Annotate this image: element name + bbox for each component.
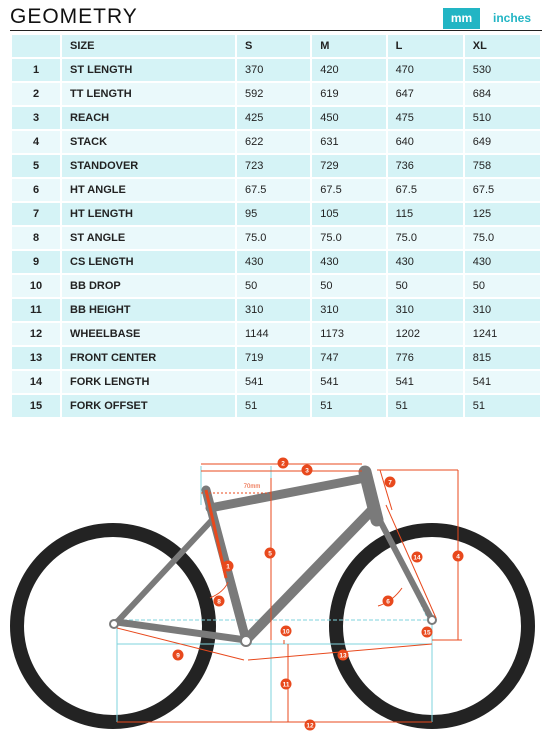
dimension-marker <box>173 650 184 661</box>
dimension-marker-label: 15 <box>423 629 431 637</box>
measurement-value: 541 <box>388 371 463 393</box>
page-title: GEOMETRY <box>10 5 138 28</box>
measurement-value: 631 <box>312 131 385 153</box>
dimension-marker-label: 5 <box>268 550 272 558</box>
dimension-marker-label: 6 <box>386 598 390 606</box>
column-header: SIZE <box>62 35 235 57</box>
measurement-value: 50 <box>312 275 385 297</box>
measurement-value: 622 <box>237 131 310 153</box>
measurement-value: 75.0 <box>312 227 385 249</box>
rear-axle <box>110 620 118 628</box>
column-header: XL <box>465 35 540 57</box>
row-number: 8 <box>12 227 60 249</box>
measurement-name: HT LENGTH <box>62 203 235 225</box>
dimension-marker-label: 8 <box>217 598 221 606</box>
measurement-name: ST ANGLE <box>62 227 235 249</box>
measurement-value: 530 <box>465 59 540 81</box>
measurement-value: 115 <box>388 203 463 225</box>
dimension-marker <box>385 477 396 488</box>
measurement-value: 470 <box>388 59 463 81</box>
row-number: 12 <box>12 323 60 345</box>
table-row <box>12 155 540 177</box>
row-number: 1 <box>12 59 60 81</box>
measurement-value: 125 <box>465 203 540 225</box>
measurement-value: 51 <box>237 395 310 417</box>
table-row <box>12 179 540 201</box>
dimension-marker <box>412 552 423 563</box>
dimension-marker-label: 2 <box>281 460 285 468</box>
column-header: S <box>237 35 310 57</box>
measurement-value: 420 <box>312 59 385 81</box>
measurement-value: 51 <box>312 395 385 417</box>
row-number: 15 <box>12 395 60 417</box>
measurement-value: 815 <box>465 347 540 369</box>
row-number: 6 <box>12 179 60 201</box>
measurement-value: 1241 <box>465 323 540 345</box>
table-row <box>12 371 540 393</box>
dimension-marker <box>338 650 349 661</box>
measurement-name: WHEELBASE <box>62 323 235 345</box>
measurement-value: 475 <box>388 107 463 129</box>
dimension-marker-label: 12 <box>306 722 314 730</box>
measurement-name: FRONT CENTER <box>62 347 235 369</box>
row-number: 9 <box>12 251 60 273</box>
unit-inches-toggle[interactable]: inches <box>492 11 531 25</box>
measurement-value: 50 <box>465 275 540 297</box>
measurement-value: 1173 <box>312 323 385 345</box>
measurement-value: 310 <box>312 299 385 321</box>
measurement-value: 647 <box>388 83 463 105</box>
measurement-name: BB HEIGHT <box>62 299 235 321</box>
dimension-marker <box>302 465 313 476</box>
row-number: 5 <box>12 155 60 177</box>
table-row <box>12 59 540 81</box>
measurement-value: 649 <box>465 131 540 153</box>
measurement-name: ST LENGTH <box>62 59 235 81</box>
geometry-table <box>10 33 542 419</box>
unit-mm-toggle[interactable]: mm <box>443 8 480 29</box>
measurement-name: REACH <box>62 107 235 129</box>
reference-lines <box>117 466 432 722</box>
measurement-value: 1202 <box>388 323 463 345</box>
measurement-value: 67.5 <box>388 179 463 201</box>
dimension-marker <box>422 627 433 638</box>
measurement-value: 684 <box>465 83 540 105</box>
measurement-value: 67.5 <box>312 179 385 201</box>
measurement-value: 51 <box>465 395 540 417</box>
measurement-value: 723 <box>237 155 310 177</box>
front-axle <box>428 616 436 624</box>
table-row <box>12 203 540 225</box>
measurement-value: 747 <box>312 347 385 369</box>
measurement-value: 758 <box>465 155 540 177</box>
measurement-value: 776 <box>388 347 463 369</box>
measurement-value: 541 <box>237 371 310 393</box>
dimension-marker-label: 11 <box>282 681 290 689</box>
row-number: 14 <box>12 371 60 393</box>
measurement-value: 430 <box>465 251 540 273</box>
title-divider <box>10 30 542 31</box>
table-row <box>12 83 540 105</box>
table-row <box>12 251 540 273</box>
dimension-marker-label: 4 <box>456 553 460 561</box>
row-number: 2 <box>12 83 60 105</box>
measurement-name: HT ANGLE <box>62 179 235 201</box>
column-header: L <box>388 35 463 57</box>
measurement-value: 50 <box>237 275 310 297</box>
measurement-value: 430 <box>312 251 385 273</box>
table-row <box>12 395 540 417</box>
dimension-marker <box>281 679 292 690</box>
measurement-value: 719 <box>237 347 310 369</box>
table-row <box>12 131 540 153</box>
seat-offset-label: 70mm <box>243 484 261 490</box>
table-body <box>12 59 540 417</box>
row-number: 3 <box>12 107 60 129</box>
measurement-value: 51 <box>388 395 463 417</box>
row-number: 7 <box>12 203 60 225</box>
dimension-marker-label: 3 <box>305 467 309 475</box>
measurement-name: BB DROP <box>62 275 235 297</box>
measurement-value: 430 <box>237 251 310 273</box>
table-row <box>12 275 540 297</box>
measurement-value: 640 <box>388 131 463 153</box>
measurement-value: 310 <box>388 299 463 321</box>
measurement-value: 370 <box>237 59 310 81</box>
bottom-bracket <box>241 636 251 646</box>
measurement-value: 541 <box>312 371 385 393</box>
table-row <box>12 323 540 345</box>
measurement-value: 736 <box>388 155 463 177</box>
dimension-marker <box>453 551 464 562</box>
dimension-marker <box>305 720 316 731</box>
measurement-value: 430 <box>388 251 463 273</box>
measurement-value: 510 <box>465 107 540 129</box>
dimension-marker-label: 14 <box>413 554 421 562</box>
dimension-marker <box>383 596 394 607</box>
dimension-marker-label: 1 <box>226 563 230 571</box>
measurement-value: 450 <box>312 107 385 129</box>
measurement-value: 67.5 <box>465 179 540 201</box>
measurement-value: 729 <box>312 155 385 177</box>
measurement-value: 95 <box>237 203 310 225</box>
measurement-value: 1144 <box>237 323 310 345</box>
measurement-value: 67.5 <box>237 179 310 201</box>
table-row <box>12 227 540 249</box>
measurement-name: STACK <box>62 131 235 153</box>
measurement-value: 75.0 <box>388 227 463 249</box>
header <box>0 0 552 32</box>
measurement-value: 425 <box>237 107 310 129</box>
measurement-name: STANDOVER <box>62 155 235 177</box>
measurement-value: 105 <box>312 203 385 225</box>
measurement-name: CS LENGTH <box>62 251 235 273</box>
measurement-value: 50 <box>388 275 463 297</box>
table-header-row <box>12 35 540 57</box>
dimension-marker <box>281 626 292 637</box>
row-number: 4 <box>12 131 60 153</box>
measurement-name: FORK OFFSET <box>62 395 235 417</box>
table-row <box>12 347 540 369</box>
measurement-value: 619 <box>312 83 385 105</box>
column-header <box>12 35 60 57</box>
measurement-name: FORK LENGTH <box>62 371 235 393</box>
dimension-marker <box>214 596 225 607</box>
table-row <box>12 299 540 321</box>
dimension-marker <box>278 458 289 469</box>
measurement-value: 592 <box>237 83 310 105</box>
measurement-value: 310 <box>237 299 310 321</box>
dimension-marker-label: 7 <box>388 479 392 487</box>
measurement-value: 310 <box>465 299 540 321</box>
dimension-marker <box>265 548 276 559</box>
bike-geometry-diagram <box>0 440 552 749</box>
row-number: 13 <box>12 347 60 369</box>
dimension-marker-label: 10 <box>282 628 290 636</box>
column-header: M <box>312 35 385 57</box>
row-number: 11 <box>12 299 60 321</box>
table-row <box>12 107 540 129</box>
measurement-value: 75.0 <box>237 227 310 249</box>
measurement-value: 75.0 <box>465 227 540 249</box>
dimension-marker <box>223 561 234 572</box>
dimension-marker-label: 13 <box>339 652 347 660</box>
measurement-name: TT LENGTH <box>62 83 235 105</box>
measurement-value: 541 <box>465 371 540 393</box>
row-number: 10 <box>12 275 60 297</box>
dimension-marker-label: 9 <box>176 652 180 660</box>
